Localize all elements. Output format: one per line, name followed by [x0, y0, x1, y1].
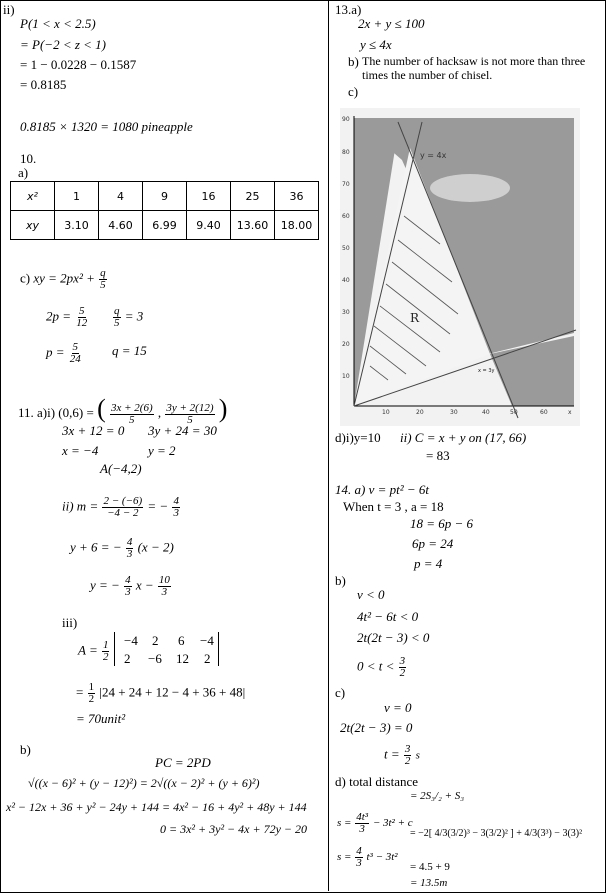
fraction-numerator: 5	[72, 341, 79, 353]
q14c-line-1: v = 0	[384, 700, 412, 715]
x-tick-label: 10	[382, 409, 390, 416]
q10c-p-equation	[46, 342, 83, 365]
table-cell: 9	[143, 182, 187, 211]
q10c-q-equals: = 3	[124, 308, 144, 324]
probability-line-4: = 0.8185	[20, 77, 67, 92]
q13d-part-ii: ii) C = x + y on (17, 66)	[400, 430, 527, 445]
table-cell: 4.60	[99, 211, 143, 240]
q13b-text-1: The number of hacksaw is not more than three	[362, 54, 586, 68]
q10c-lhs: xy = 2px² +	[33, 270, 95, 286]
fraction-denominator: 24	[69, 353, 81, 365]
q14b-line-1: v < 0	[357, 587, 385, 602]
y-tick-label: 70	[342, 181, 350, 188]
y-tick-label: 40	[342, 277, 350, 284]
q11ii-l3-lhs: y = −	[90, 577, 120, 593]
q11iii-l2-body: |24 + 24 + 12 − 4 + 36 + 48|	[99, 684, 246, 700]
q11ii-l3-mid: x −	[135, 577, 154, 593]
fraction-denominator: 3	[126, 548, 133, 560]
table-cell: 3.10	[55, 211, 99, 240]
q10c-2p-lhs: 2p =	[46, 308, 72, 324]
q13b-label: b)	[348, 54, 359, 69]
y-tick-label: 90	[342, 116, 350, 123]
fraction-numerator: 10	[158, 574, 170, 586]
fraction-numerator: 4t³	[356, 811, 369, 823]
q10c-2p-equation	[46, 306, 89, 329]
three-halves-fraction-b	[404, 744, 412, 767]
q10c-equation	[20, 268, 108, 291]
q11ii-gradient	[62, 496, 181, 519]
table-cell: 13.60	[231, 211, 275, 240]
q14d-distance-sum: = 2S₃/₂ + S₃	[410, 790, 465, 802]
linear-programming-graph	[340, 108, 580, 426]
matrix-left-bar	[114, 632, 115, 666]
table-row	[11, 182, 319, 211]
q10c-p-lhs: p =	[46, 344, 65, 360]
table-cell: x²	[11, 182, 55, 211]
q11-eq1b: 3y + 24 = 30	[148, 423, 217, 438]
close-paren: )	[218, 394, 228, 423]
one-half-fraction	[102, 640, 110, 663]
q11iii-area-result: = 70unit²	[76, 711, 126, 726]
question-13a-heading: 13.a)	[335, 2, 362, 17]
q14d-s1-rhs: − 3t² + c	[372, 817, 413, 830]
fraction-denominator: −4 − 2	[107, 507, 139, 519]
table-cell: 6.99	[143, 211, 187, 240]
fraction-denominator: 5	[187, 413, 193, 426]
q13d-result: = 83	[426, 448, 450, 463]
q14d-substitution: = −2[ 4/3(3/2)³ − 3(3/2)² ] + 4/3(3³) − 3(3)²	[410, 828, 583, 839]
gradient-fraction	[102, 496, 143, 519]
fraction-numerator: 4	[173, 495, 179, 507]
matrix-cell: 2	[152, 633, 159, 648]
fraction-denominator: 3	[173, 507, 179, 519]
probability-line-2: = P(−2 < z < 1)	[20, 37, 106, 52]
q11iii-heading: iii)	[62, 615, 78, 630]
fraction-denominator: 2	[102, 651, 109, 663]
comma: ,	[157, 405, 162, 420]
y-tick-label: 80	[342, 149, 350, 156]
region-label-r: R	[410, 311, 420, 325]
q14d-s2-rhs: t³ − 3t²	[366, 851, 398, 864]
one-half-fraction-b	[88, 682, 96, 705]
q11ii-lhs: ii) m =	[62, 498, 99, 514]
fraction-numerator: 1	[88, 681, 95, 693]
x-tick-label: 20	[416, 409, 424, 416]
fraction-denominator: 2	[399, 667, 406, 679]
question-10a-heading: a)	[18, 165, 29, 180]
x-tick-label: 30	[450, 409, 458, 416]
four-thirds-fraction	[172, 496, 180, 519]
q11ii-line-2	[70, 537, 174, 560]
q10c-q-value: q = 15	[112, 343, 147, 358]
q13d-part-i: d)i)y=10	[335, 430, 381, 445]
q14d-result-2: = 13.5m	[410, 877, 448, 889]
y-tick-labels	[342, 116, 350, 380]
q13b-text-2: times the number of chisel.	[362, 68, 493, 82]
y-tick-label: 50	[342, 245, 350, 252]
five-twelfths-fraction	[75, 306, 88, 329]
q-over-5-fraction-b	[113, 306, 121, 329]
fraction-numerator: 3	[399, 655, 406, 667]
open-paren: (	[97, 394, 106, 423]
q14c-l3-lhs: t =	[384, 746, 400, 762]
fraction-numerator: 3y + 2(12)	[166, 401, 214, 414]
fraction-numerator: 3	[404, 743, 411, 755]
q14a-line-2: 18 = 6p − 6	[410, 516, 474, 531]
q14b-heading: b)	[335, 573, 346, 588]
q11iii-line-2	[76, 682, 245, 705]
table-row	[11, 211, 319, 240]
fraction-numerator: 4	[126, 536, 133, 548]
q14a-line-1: When t = 3 , a = 18	[343, 499, 444, 514]
q14d-s-line-1	[337, 812, 413, 835]
paper-glare	[430, 174, 510, 202]
matrix-cell: 2	[124, 651, 131, 666]
q11b-line-3: x² − 12x + 36 + y² − 24y + 144 = 4x² − 16 + 4y² + 48y + 144	[6, 800, 307, 814]
q11ii-l2-lhs: y + 6 = −	[70, 539, 122, 555]
q11ii-l2-rhs: (x − 2)	[137, 539, 174, 555]
fraction-denominator: 12	[76, 317, 88, 329]
line-label-y-4x: y = 4x	[420, 151, 447, 160]
matrix-cell: −4	[200, 633, 214, 648]
table-cell: 18.00	[275, 211, 319, 240]
q14d-heading: d) total distance	[335, 774, 419, 789]
four-thirds-fraction-b	[126, 537, 134, 560]
q11-section-formula	[18, 396, 227, 426]
q11iii-a: A =	[78, 642, 98, 658]
fraction-numerator: 5	[79, 305, 85, 317]
xsq-xy-table	[10, 181, 319, 240]
fraction-denominator: 5	[114, 317, 120, 329]
fraction-numerator: 4	[356, 845, 362, 857]
ten-thirds-fraction	[158, 575, 171, 598]
matrix-cell: 6	[178, 633, 185, 648]
fraction-denominator: 5	[100, 279, 106, 291]
y-tick-label: 20	[342, 341, 350, 348]
four-thirds-fraction-d	[355, 846, 363, 869]
q10c-label: c)	[20, 270, 31, 286]
q14c-heading: c)	[335, 685, 346, 700]
q11b-line-2: √((x − 6)² + (y − 12)²) = 2√((x − 2)² + (y + 6)²)	[28, 776, 260, 790]
y-tick-label: 60	[342, 213, 350, 220]
q11-heading: 11. a)i) (0,6) =	[18, 405, 94, 420]
fraction-denominator: 5	[129, 413, 135, 426]
probability-line-1: P(1 < x < 2.5)	[20, 16, 96, 31]
q14d-result-1: = 4.5 + 9	[410, 861, 450, 873]
q11ii-line-3	[90, 575, 172, 598]
fraction-denominator: 2	[88, 693, 95, 705]
q11-eq2b: y = 2	[148, 443, 176, 458]
q11iii-l2-eq: =	[76, 684, 84, 700]
matrix-right-bar	[218, 632, 219, 666]
q11b-heading: b)	[20, 742, 31, 757]
fraction-numerator: 3x + 2(6)	[110, 401, 153, 414]
x-tick-label: 50	[510, 409, 518, 416]
fraction-denominator: 3	[161, 586, 168, 598]
table-cell: xy	[11, 211, 55, 240]
pineapple-calculation: 0.8185 × 1320 = 1080 pineapple	[20, 119, 193, 134]
q11b-line-1: PC = 2PD	[155, 755, 211, 770]
x-tick-label: 40	[482, 409, 490, 416]
fraction-numerator: q	[114, 305, 120, 317]
table-cell: 4	[99, 182, 143, 211]
four-thirds-fraction-c	[124, 575, 132, 598]
question-10-heading: 10.	[20, 151, 37, 166]
matrix-cell: −4	[124, 633, 138, 648]
x-tick-label: x	[568, 409, 572, 416]
q11b-line-4: 0 = 3x² + 3y² − 4x + 72y − 20	[160, 822, 307, 836]
y-tick-label: 30	[342, 309, 350, 316]
table-cell: 25	[231, 182, 275, 211]
q14d-s-line-2	[337, 846, 398, 869]
4t3-over-3-fraction	[355, 812, 369, 835]
q14b-line-4	[357, 656, 407, 679]
table-cell: 16	[187, 182, 231, 211]
fraction-numerator: 1	[102, 639, 109, 651]
fraction-numerator: q	[100, 267, 106, 279]
y-tick-label: 10	[342, 373, 350, 380]
q14d-s1-lhs: s =	[337, 817, 352, 830]
q11ii-eq: = −	[147, 498, 169, 514]
matrix-cell: 2	[204, 651, 211, 666]
line-label-x-3y: x = 3y	[478, 368, 495, 374]
matrix-cell: 12	[176, 651, 189, 666]
fraction-denominator: 3	[125, 586, 131, 598]
q-over-5-fraction	[99, 268, 107, 291]
fraction-denominator: 3	[359, 823, 365, 835]
q10c-q-equation	[112, 306, 143, 329]
x-tick-label: 60	[540, 409, 548, 416]
q14b-line-3: 2t(2t − 3) < 0	[357, 630, 430, 645]
q13c-label: c)	[348, 84, 359, 99]
table-cell: 1	[55, 182, 99, 211]
q14d-s2-lhs: s =	[337, 851, 352, 864]
q14c-line-3	[384, 744, 420, 767]
q11-eq2a: x = −4	[62, 443, 99, 458]
q14a-heading: 14. a) v = pt² − 6t	[335, 482, 430, 497]
q14b-line-2: 4t² − 6t < 0	[357, 609, 419, 624]
table-cell: 36	[275, 182, 319, 211]
q14a-line-3: 6p = 24	[412, 536, 454, 551]
matrix-cell: −6	[148, 651, 162, 666]
q11iii-area-lhs	[78, 640, 110, 663]
q14b-l4-ineq: 0 < t <	[357, 658, 395, 674]
fraction-numerator: 2 − (−6)	[103, 495, 143, 507]
column-divider	[328, 0, 329, 891]
q13-inequality-1: 2x + y ≤ 100	[358, 16, 425, 31]
q14a-line-4: p = 4	[414, 556, 443, 571]
probability-line-3: = 1 − 0.0228 − 0.1587	[20, 57, 137, 72]
q13-inequality-2: y ≤ 4x	[360, 37, 392, 52]
table-cell: 9.40	[187, 211, 231, 240]
q14c-unit: s	[415, 749, 420, 762]
five-24ths-fraction	[69, 342, 82, 365]
part-ii-heading: ii)	[3, 2, 15, 17]
q11-eq1a: 3x + 12 = 0	[62, 423, 125, 438]
three-halves-fraction	[399, 656, 407, 679]
fraction-denominator: 3	[356, 857, 362, 869]
q11-point-a: A(−4,2)	[100, 461, 142, 476]
fraction-denominator: 2	[404, 755, 411, 767]
q14c-line-2: 2t(2t − 3) = 0	[340, 720, 413, 735]
fraction-numerator: 4	[125, 574, 131, 586]
